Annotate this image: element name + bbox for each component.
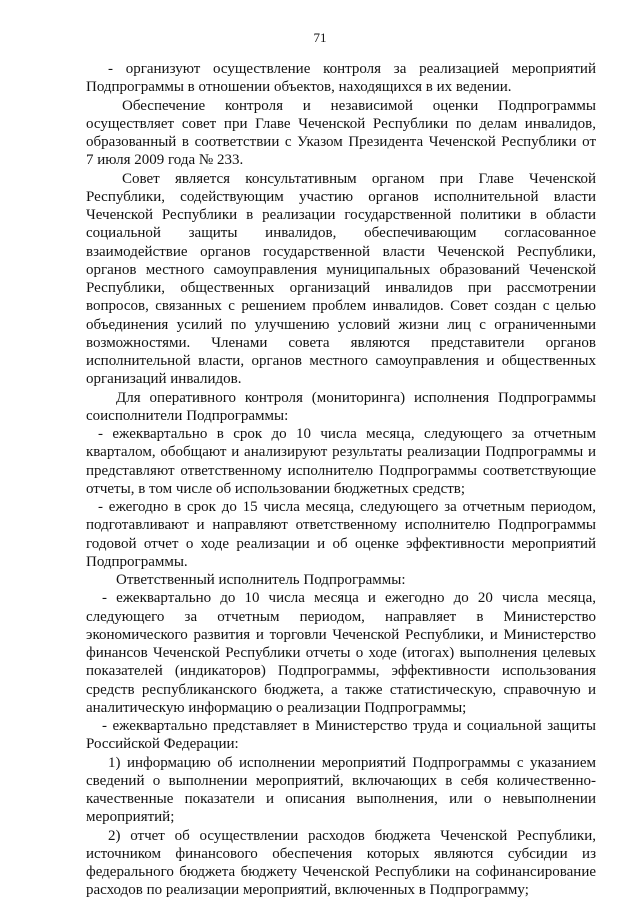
text-line: сведений о выполнении мероприятий, включающих в себя количественно- bbox=[86, 772, 596, 789]
text-line: объединения усилий по улучшению условий жизни лиц с ограниченными bbox=[86, 316, 596, 333]
text-line: - ежеквартально до 10 числа месяца и ежегодно до 20 числа месяца, bbox=[102, 590, 596, 607]
text-line: возможностями. Членами совета являются представители органов bbox=[86, 334, 596, 351]
text-line: - ежегодно в срок до 15 числа месяца, следующего за отчетным периодом, bbox=[98, 499, 596, 515]
text-line: образованный в соответствии с Указом Президента Чеченской Республики от bbox=[86, 134, 596, 150]
text-line: 1) информацию об исполнении мероприятий Подпрограммы с указанием bbox=[108, 754, 596, 771]
paragraph-control-organization bbox=[86, 60, 596, 97]
text-line: Для оперативного контроля (мониторинга) исполнения Подпрограммы bbox=[116, 389, 596, 406]
text-line: - организуют осуществление контроля за реализацией мероприятий bbox=[108, 61, 596, 77]
text-line: представляют ответственному исполнителю Подпрограммы соответствующие bbox=[86, 462, 596, 479]
list-item-numbered-2 bbox=[86, 827, 596, 900]
text-line: Совет является консультативным органом при Главе Чеченской bbox=[122, 170, 596, 187]
list-item-ministry-reports bbox=[86, 589, 596, 717]
text-line: показателей (индикаторов) Подпрограммы, эффективности использования bbox=[86, 663, 596, 680]
text-line: Республики, содействующим участию органов исполнительной власти bbox=[86, 188, 596, 205]
text-line: органов местного самоуправления муниципальных образований Чеченской bbox=[86, 261, 596, 278]
text-line: экономического развития и торговли Чеченской Республики, и Министерство bbox=[86, 626, 596, 643]
text-line: 7 июля 2009 года № 233. bbox=[86, 152, 244, 169]
text-line: мероприятий; bbox=[86, 809, 175, 826]
list-item-labor-ministry bbox=[86, 717, 596, 754]
text-line: Республики, общественных организаций инвалидов при рассмотрении bbox=[86, 280, 596, 296]
text-line: - ежеквартально представляет в Министерство труда и социальной защиты bbox=[102, 718, 596, 734]
paragraph-independent-assessment bbox=[86, 97, 596, 170]
text-line: источником финансового обеспечения которых являются субсидии из bbox=[86, 845, 596, 862]
text-line: аналитическую информацию о реализации Подпрограммы; bbox=[86, 699, 467, 716]
text-line: годовой отчет о ходе реализации и об оценке эффективности мероприятий bbox=[86, 535, 596, 552]
text-line: организаций инвалидов. bbox=[86, 371, 242, 388]
text-line: Подпрограммы. bbox=[86, 553, 188, 570]
text-line: федерального бюджета бюджету Чеченской Республики на софинансирование bbox=[86, 864, 596, 880]
body-text bbox=[86, 60, 596, 900]
page-number: 71 bbox=[313, 30, 327, 45]
text-line: расходов по реализации мероприятий, включенных в Подпрограмму; bbox=[86, 882, 529, 899]
text-line: Ответственный исполнитель Подпрограммы: bbox=[116, 572, 406, 588]
paragraph-monitoring-intro bbox=[86, 389, 596, 426]
text-line: осуществляет совет при Главе Чеченской Республики по делам инвалидов, bbox=[86, 115, 596, 132]
text-line: отчеты, в том числе об использовании бюджетных средств; bbox=[86, 480, 466, 497]
text-line: финансов Чеченской Республики отчеты о ходе (итогах) выполнения целевых bbox=[86, 645, 596, 661]
text-line: взаимодействие органов государственной власти Чеченской Республики, bbox=[86, 243, 596, 260]
text-line: исполнительной власти, органов местного самоуправления и общественных bbox=[86, 353, 596, 369]
text-line: 2) отчет об осуществлении расходов бюджета Чеченской Республики, bbox=[108, 827, 596, 844]
text-line: соисполнители Подпрограммы: bbox=[86, 407, 289, 424]
list-item-quarterly-reports bbox=[86, 425, 596, 498]
text-line: качественные показатели и описания выполнения, или о невыполнении bbox=[86, 791, 596, 807]
list-item-annual-report bbox=[86, 498, 596, 571]
text-line: кварталом, обобщают и анализируют результаты реализации Подпрограммы и bbox=[86, 444, 596, 461]
text-line: средств республиканского бюджета, а также статистическую, справочную и bbox=[86, 681, 596, 698]
list-item-numbered-1 bbox=[86, 754, 596, 827]
text-line: социальной защиты инвалидов, обеспечивающим согласованное bbox=[86, 225, 596, 242]
text-line: вопросов, связанных с решением проблем инвалидов. Совет создан с целью bbox=[86, 298, 596, 315]
text-line: следующего за отчетным периодом, направляет в Министерство bbox=[86, 608, 596, 625]
text-line: подготавливают и направляют ответственному исполнителю Подпрограммы bbox=[86, 517, 596, 534]
text-line: Российской Федерации: bbox=[86, 736, 239, 753]
text-line: Подпрограммы в отношении объектов, находящихся в их ведении. bbox=[86, 79, 512, 96]
text-line: - ежеквартально в срок до 10 числа месяца, следующего за отчетным bbox=[98, 426, 596, 442]
paragraph-responsible-executor bbox=[86, 571, 596, 589]
paragraph-council-description bbox=[86, 170, 596, 389]
text-line: Обеспечение контроля и независимой оценки Подпрограммы bbox=[122, 97, 596, 114]
text-line: Чеченской Республики в реализации государственной политики в области bbox=[86, 207, 596, 223]
